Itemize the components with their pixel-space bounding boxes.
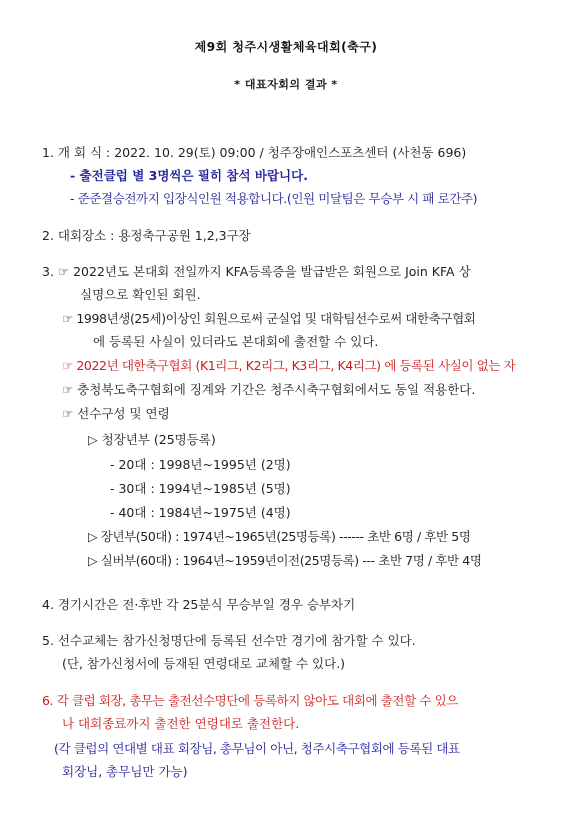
division-youth-age30: - 30대 : 1994년~1985년 (5명) xyxy=(110,481,291,496)
section-3-bullet-age: ☞ 1998년생(25세)이상인 회원으로써 군실업 및 대학팀선수로써 대한축구협회 xyxy=(62,311,476,326)
section-3-bullet-discipline: ☞ 충청북도축구협회에 징계와 기간은 청주시축구협회에서도 동일 적용한다. xyxy=(62,382,476,397)
section-2-venue: 2. 대회장소 : 용정축구공원 1,2,3구장 xyxy=(42,228,251,243)
section-3-eligibility: 3. ☞ 2022년도 본대회 전일까지 KFA등록증을 발급받은 회원으로 Join KFA 상 xyxy=(42,264,471,279)
division-youth-age20: - 20대 : 1998년~1995년 (2명) xyxy=(110,457,291,472)
section-5-substitution: 5. 선수교체는 참가신청명단에 등록된 선수만 경기에 참가할 수 있다. xyxy=(42,633,416,648)
division-silver-60s: ▷ 실버부(60대) : 1964년~1959년이전(25명등록) --- 초반 7명 / 후반 4명 xyxy=(88,553,482,568)
document-subtitle: * 대표자회의 결과 * xyxy=(234,78,338,91)
section-1-note-entrance: - 준준결승전까지 입장식인원 적용합니다.(인원 미달팀은 무승부 시 패 로간주) xyxy=(70,191,478,206)
division-senior-50s: ▷ 장년부(50대) : 1974년~1965년(25명등록) ------ 초반 6명 / 후반 5명 xyxy=(88,529,471,544)
section-1-note-attendance: - 출전클럽 별 3명씩은 필히 참석 바랍니다. xyxy=(70,168,308,183)
section-6-note: (각 클럽의 연대별 대표 회장님, 총무님이 아닌, 청주시축구협회에 등록된 대표 xyxy=(54,741,460,756)
division-youth-heading: ▷ 청장년부 (25명등록) xyxy=(88,432,216,447)
section-3-bullet-age-cont: 에 등록된 사실이 있더라도 본대회에 출전할 수 있다. xyxy=(93,334,379,349)
section-1-opening-ceremony: 1. 개 회 식 : 2022. 10. 29(토) 09:00 / 청주장애인스포츠센터 (사천동 696) xyxy=(42,145,467,160)
section-6-officials-cont: 나 대회종료까지 출전한 연령대로 출전한다. xyxy=(62,716,300,731)
division-youth-age40: - 40대 : 1984년~1975년 (4명) xyxy=(110,505,291,520)
section-6-officials: 6. 각 클럽 회장, 총무는 출전선수명단에 등록하지 않아도 대회에 출전할 수 있으 xyxy=(42,693,458,708)
section-4-match-time: 4. 경기시간은 전·후반 각 25분식 무승부일 경우 승부차기 xyxy=(42,597,356,612)
section-3-bullet-roster: ☞ 선수구성 및 연령 xyxy=(62,406,170,421)
section-6-note-cont: 회장님, 총무님만 가능) xyxy=(62,764,188,779)
section-3-eligibility-cont: 실명으로 확인된 회원. xyxy=(80,287,201,302)
document-title: 제9회 청주시생활체육대회(축구) xyxy=(194,40,378,54)
section-5-substitution-note: (단, 참가신청서에 등재된 연령대로 교체할 수 있다.) xyxy=(62,656,346,671)
section-3-bullet-kleague: ☞ 2022년 대한축구협회 (K1리그, K2리그, K3리그, K4리그) 에 등록된 사실이 없는 자 xyxy=(62,358,516,373)
